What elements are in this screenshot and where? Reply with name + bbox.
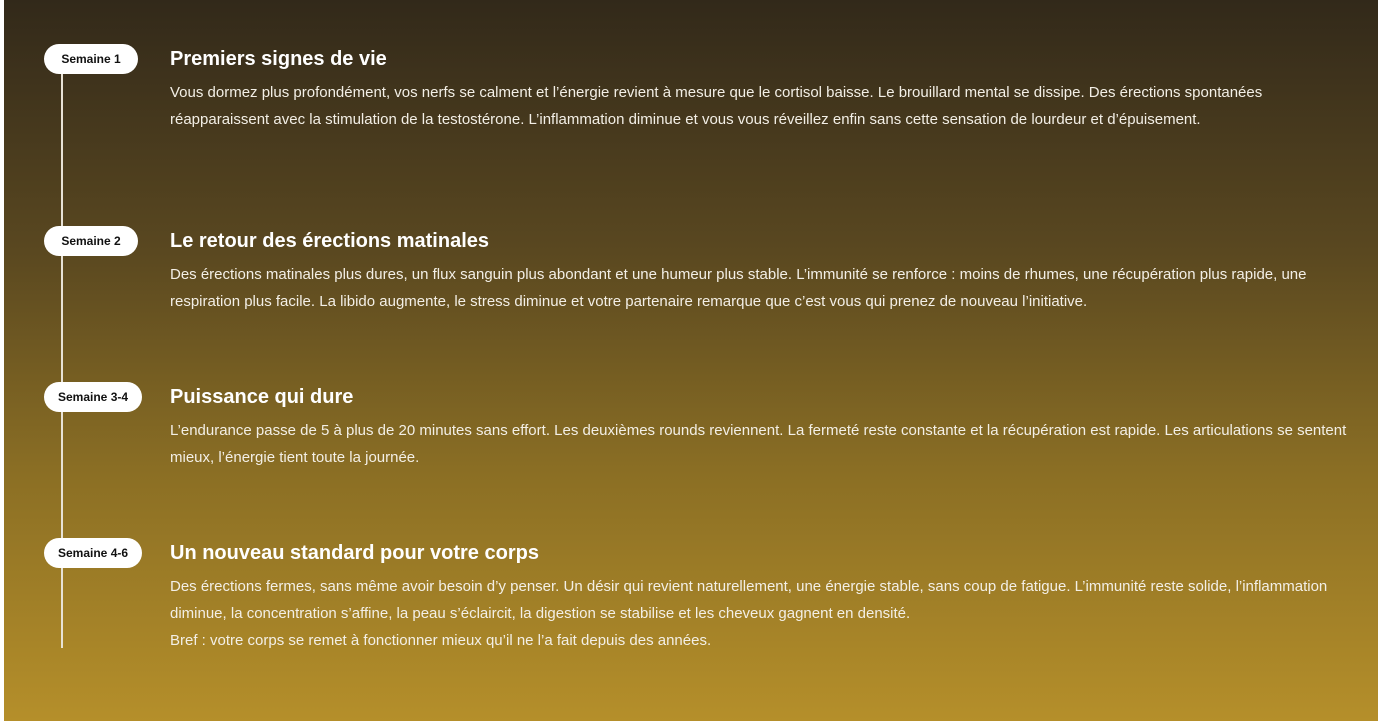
timeline-item-text [170,261,1360,315]
timeline-item-content [170,45,1360,133]
week-badge: Semaine 4-6 [44,538,142,568]
timeline-item-text [170,417,1360,471]
timeline-item-title: Le retour des érections matinales [170,230,490,252]
timeline-item-title: Un nouveau standard pour votre corps [170,542,539,564]
week-badge: Semaine 2 [44,226,138,256]
timeline-item-title: Premiers signes de vie [170,48,387,70]
timeline-item-paragraph: Bref : votre corps se remet à fonctionner mieux qu’il ne l’a fait depuis des années. [170,632,712,649]
timeline-section [4,0,1378,721]
timeline-item-content [170,539,1360,654]
timeline-item-paragraph: L’endurance passe de 5 à plus de 20 minutes sans effort. Les deuxièmes rounds reviennent. La fermeté reste constante et la récupération est rapide. Les articulations se sentent mieux, l’énergie tient toute la journée. [170,422,1347,466]
week-badge: Semaine 1 [44,44,138,74]
timeline-item-text [170,573,1360,654]
timeline-item-content [170,383,1360,471]
timeline-item-paragraph: Des érections matinales plus dures, un flux sanguin plus abondant et une humeur plus stable. L’immunité se renforce : moins de rhumes, une récupération plus rapide, une respiration plus facile. La libido augmente, le stress diminue et votre partenaire remarque que c’est vous qui prenez de nouveau l’initiative. [170,266,1307,310]
timeline-item-text [170,79,1360,133]
timeline-item-paragraph: Des érections fermes, sans même avoir besoin d’y penser. Un désir qui revient naturellement, une énergie stable, sans coup de fatigue. L’immunité reste solide, l’inflammation diminue, la concentration s’affine, la peau s’éclaircit, la digestion se stabilise et les cheveux gagnent en densité. [170,578,1328,622]
timeline-item-content [170,227,1360,315]
timeline-item-title: Puissance qui dure [170,386,354,408]
timeline-item-paragraph: Vous dormez plus profondément, vos nerfs se calment et l’énergie revient à mesure que le cortisol baisse. Le brouillard mental se dissipe. Des érections spontanées réapparaissent avec la stimulation de la testostérone. L’inflammation diminue et vous vous réveillez enfin sans cette sensation de lourdeur et d’épuisement. [170,84,1263,128]
week-badge: Semaine 3-4 [44,382,142,412]
